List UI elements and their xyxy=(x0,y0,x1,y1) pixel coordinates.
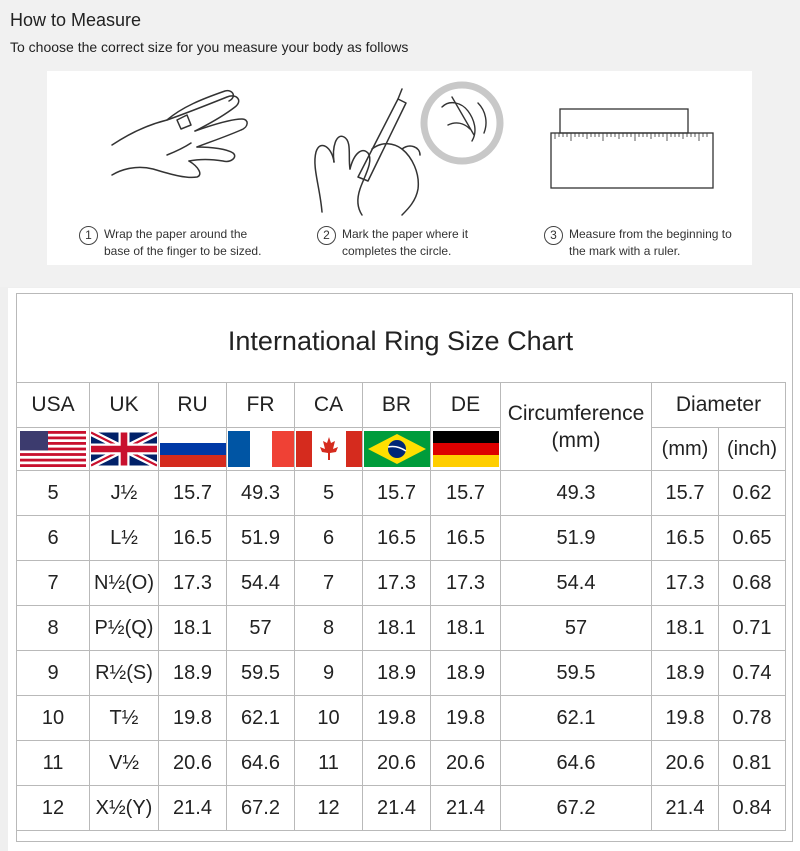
russia-flag-icon xyxy=(160,431,226,467)
circumference-label: Circumference (mm) xyxy=(507,401,645,452)
table-cell: 11 xyxy=(17,741,90,786)
table-cell: 64.6 xyxy=(501,741,652,786)
table-cell: 54.4 xyxy=(227,561,295,606)
table-cell: 20.6 xyxy=(363,741,431,786)
table-cell: 19.8 xyxy=(652,696,719,741)
table-row xyxy=(17,606,786,651)
col-header-circumference xyxy=(501,383,652,471)
flag-cell xyxy=(431,428,501,471)
col-header-de: DE xyxy=(431,383,501,428)
table-cell: 20.6 xyxy=(431,741,501,786)
table-cell: 11 xyxy=(295,741,363,786)
table-cell: 20.6 xyxy=(652,741,719,786)
table-cell: 7 xyxy=(17,561,90,606)
table-cell: 67.2 xyxy=(227,786,295,831)
table-cell: 10 xyxy=(17,696,90,741)
table-cell: 21.4 xyxy=(431,786,501,831)
table-cell: 18.1 xyxy=(159,606,227,651)
table-cell: 16.5 xyxy=(363,516,431,561)
table-cell: 18.9 xyxy=(652,651,719,696)
table-cell: 18.1 xyxy=(363,606,431,651)
table-cell: P½(Q) xyxy=(90,606,159,651)
step-number: 3 xyxy=(544,226,563,245)
table-cell: 15.7 xyxy=(159,471,227,516)
table-cell: 59.5 xyxy=(501,651,652,696)
table-cell: 51.9 xyxy=(227,516,295,561)
table-cell: T½ xyxy=(90,696,159,741)
table-cell: 21.4 xyxy=(363,786,431,831)
table-cell: 62.1 xyxy=(501,696,652,741)
table-row xyxy=(17,741,786,786)
flag-cell xyxy=(159,428,227,471)
table-cell: 15.7 xyxy=(363,471,431,516)
table-cell: 49.3 xyxy=(227,471,295,516)
table-cell: 9 xyxy=(17,651,90,696)
table-cell: 10 xyxy=(295,696,363,741)
table-cell: 6 xyxy=(17,516,90,561)
table-cell: 16.5 xyxy=(652,516,719,561)
table-cell: 0.84 xyxy=(719,786,786,831)
table-cell: 54.4 xyxy=(501,561,652,606)
table-cell: 0.74 xyxy=(719,651,786,696)
col-header-usa: USA xyxy=(17,383,90,428)
table-cell: 59.5 xyxy=(227,651,295,696)
table-cell: 49.3 xyxy=(501,471,652,516)
table-cell: 20.6 xyxy=(159,741,227,786)
table-cell: 21.4 xyxy=(159,786,227,831)
col-header-br: BR xyxy=(363,383,431,428)
step-text: Mark the paper where it completes the circle. xyxy=(342,227,469,258)
table-row xyxy=(17,471,786,516)
col-header-ca: CA xyxy=(295,383,363,428)
table-row xyxy=(17,696,786,741)
table-cell: 18.1 xyxy=(652,606,719,651)
step-3-caption xyxy=(544,226,732,260)
table-cell: 15.7 xyxy=(652,471,719,516)
table-cell: 12 xyxy=(17,786,90,831)
france-flag-icon xyxy=(228,431,294,467)
table-cell: 57 xyxy=(227,606,295,651)
table-cell: 15.7 xyxy=(431,471,501,516)
table-cell: 0.81 xyxy=(719,741,786,786)
table-cell: 7 xyxy=(295,561,363,606)
hand-mark-illustration xyxy=(302,77,512,217)
uk-flag-icon xyxy=(91,431,157,467)
table-cell: 0.62 xyxy=(719,471,786,516)
table-cell: V½ xyxy=(90,741,159,786)
ring-size-table xyxy=(16,382,786,831)
diameter-mm-header: (mm) xyxy=(652,428,719,471)
table-cell: 17.3 xyxy=(363,561,431,606)
table-cell: L½ xyxy=(90,516,159,561)
step-text: Wrap the paper around the base of the finger to be sized. xyxy=(104,227,262,258)
table-cell: 0.71 xyxy=(719,606,786,651)
table-cell: 0.68 xyxy=(719,561,786,606)
table-cell: 18.9 xyxy=(363,651,431,696)
how-to-measure-section xyxy=(0,0,800,287)
col-header-ru: RU xyxy=(159,383,227,428)
table-cell: 8 xyxy=(17,606,90,651)
table-cell: 16.5 xyxy=(431,516,501,561)
diameter-inch-header: (inch) xyxy=(719,428,786,471)
step-number: 2 xyxy=(317,226,336,245)
table-cell: 19.8 xyxy=(159,696,227,741)
step-2-caption xyxy=(317,226,468,260)
table-cell: N½(O) xyxy=(90,561,159,606)
canada-flag-icon xyxy=(296,431,362,467)
step-1-caption xyxy=(79,226,261,260)
flag-cell xyxy=(363,428,431,471)
col-header-diameter: Diameter xyxy=(652,383,786,428)
table-cell: 17.3 xyxy=(159,561,227,606)
usa-flag-icon xyxy=(20,431,86,467)
ruler-illustration xyxy=(550,107,715,191)
table-cell: 18.9 xyxy=(159,651,227,696)
table-cell: R½(S) xyxy=(90,651,159,696)
table-row xyxy=(17,561,786,606)
table-cell: 5 xyxy=(295,471,363,516)
germany-flag-icon xyxy=(433,431,499,467)
brazil-flag-icon xyxy=(364,431,430,467)
table-cell: 6 xyxy=(295,516,363,561)
page-title: How to Measure xyxy=(10,10,142,30)
flag-cell xyxy=(90,428,159,471)
table-cell: 17.3 xyxy=(431,561,501,606)
table-cell: X½(Y) xyxy=(90,786,159,831)
table-cell: 0.78 xyxy=(719,696,786,741)
step-number: 1 xyxy=(79,226,98,245)
table-cell: 51.9 xyxy=(501,516,652,561)
measure-steps-card xyxy=(47,71,752,265)
table-cell: 64.6 xyxy=(227,741,295,786)
table-cell: 19.8 xyxy=(431,696,501,741)
table-cell: 18.9 xyxy=(431,651,501,696)
col-header-uk: UK xyxy=(90,383,159,428)
table-cell: 16.5 xyxy=(159,516,227,561)
table-cell: J½ xyxy=(90,471,159,516)
table-cell: 0.65 xyxy=(719,516,786,561)
table-cell: 19.8 xyxy=(363,696,431,741)
table-cell: 5 xyxy=(17,471,90,516)
table-cell: 8 xyxy=(295,606,363,651)
table-cell: 12 xyxy=(295,786,363,831)
table-cell: 67.2 xyxy=(501,786,652,831)
table-cell: 9 xyxy=(295,651,363,696)
table-cell: 17.3 xyxy=(652,561,719,606)
step-text: Measure from the beginning to the mark with a ruler. xyxy=(569,227,732,258)
table-cell: 21.4 xyxy=(652,786,719,831)
chart-title: International Ring Size Chart xyxy=(227,325,574,356)
table-row xyxy=(17,651,786,696)
flag-cell xyxy=(227,428,295,471)
col-header-fr: FR xyxy=(227,383,295,428)
page-subtitle: To choose the correct size for you measure your body as follows xyxy=(10,39,409,55)
hand-wrap-illustration xyxy=(107,85,257,195)
table-row xyxy=(17,516,786,561)
table-cell: 57 xyxy=(501,606,652,651)
table-cell: 62.1 xyxy=(227,696,295,741)
table-row xyxy=(17,786,786,831)
table-cell: 18.1 xyxy=(431,606,501,651)
flag-cell xyxy=(295,428,363,471)
flag-cell xyxy=(17,428,90,471)
